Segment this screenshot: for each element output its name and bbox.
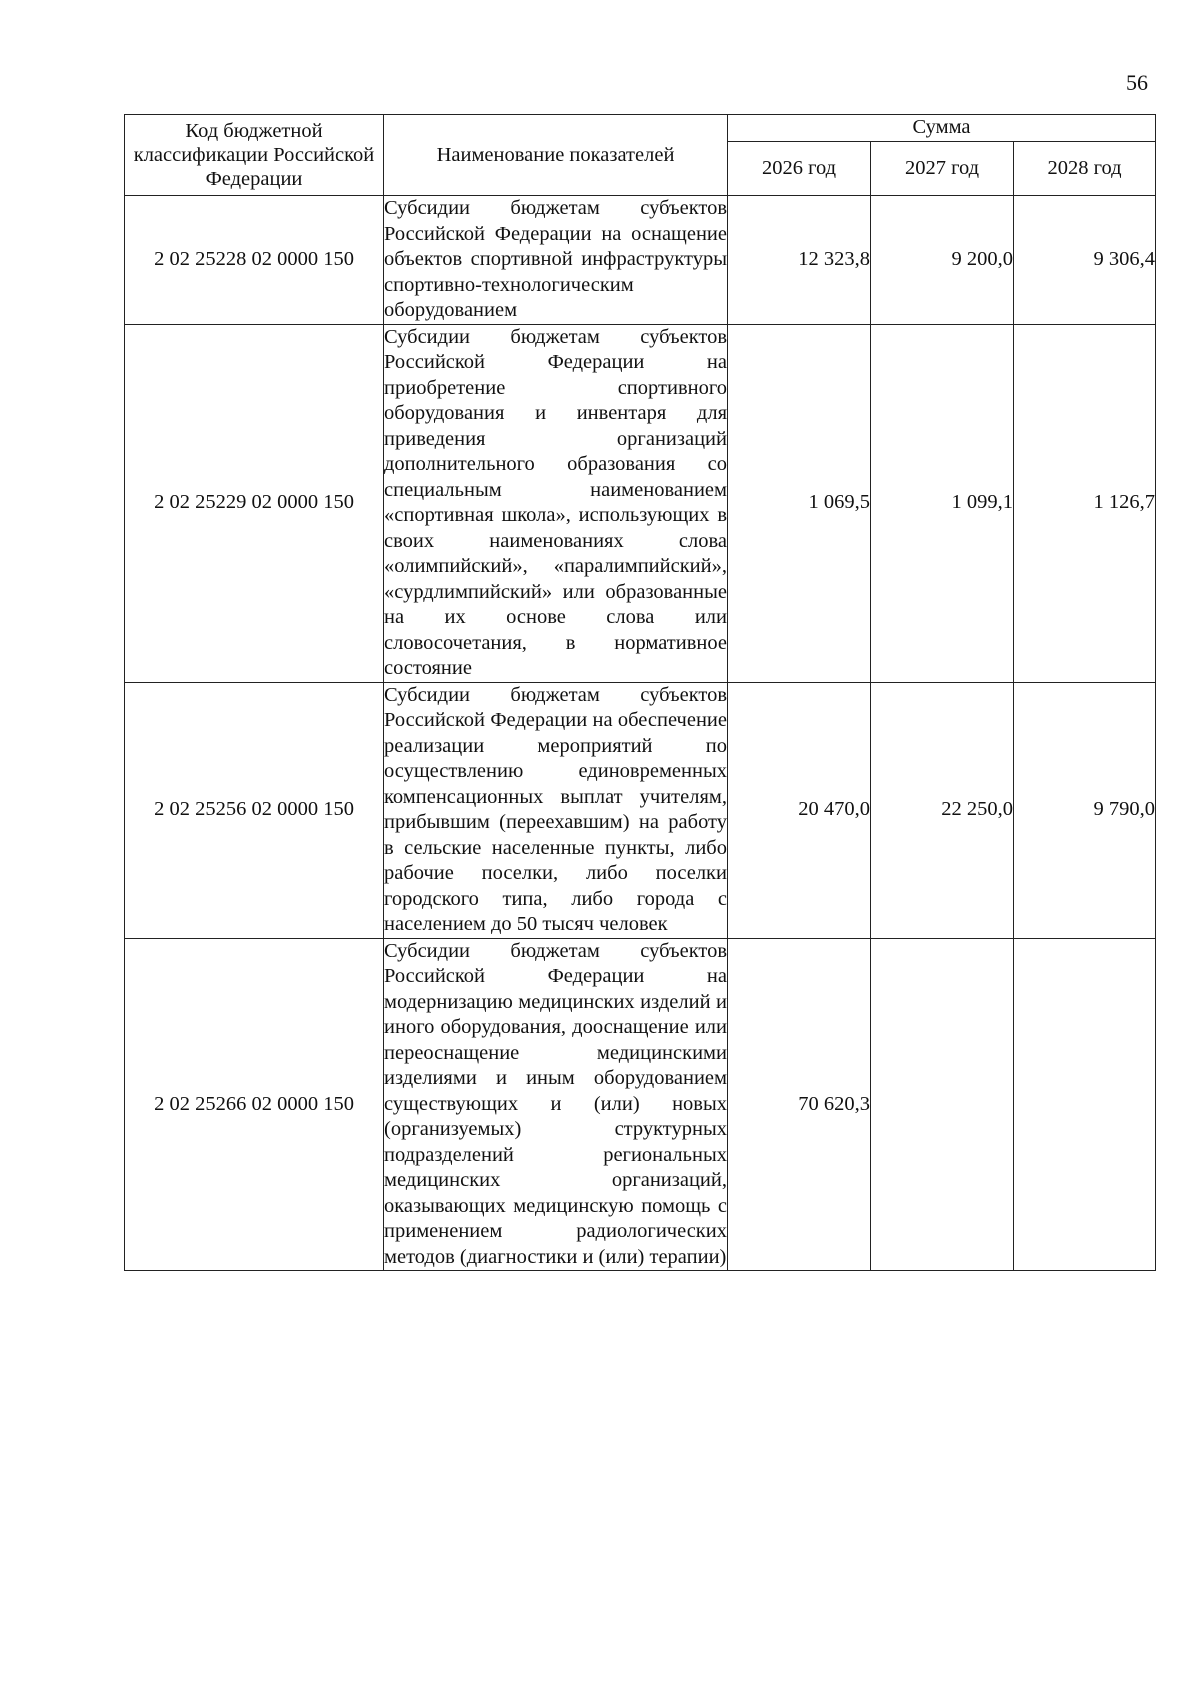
row-code: 2 02 25228 02 0000 150 bbox=[125, 196, 384, 325]
header-row bbox=[125, 115, 1156, 142]
header-year-2028: 2028 год bbox=[1014, 142, 1156, 196]
row-value-2027: 1 099,1 bbox=[871, 324, 1014, 682]
header-year-2027: 2027 год bbox=[871, 142, 1014, 196]
row-name: Субсидии бюджетам субъектов Российской Федерации на обеспечение реализации мероприятий по осуществлению единовременных компенсационных выплат учителям, прибывшим (переехавшим) на работу в сельские населенные пункты, либо рабочие поселки, либо поселки городского типа, либо города с населением до 50 тысяч человек bbox=[384, 682, 728, 938]
row-value-2026: 1 069,5 bbox=[728, 324, 871, 682]
row-code: 2 02 25266 02 0000 150 bbox=[125, 938, 384, 1271]
table-row bbox=[125, 938, 1156, 1271]
row-value-2026: 12 323,8 bbox=[728, 196, 871, 325]
row-value-2028: 9 790,0 bbox=[1014, 682, 1156, 938]
row-name: Субсидии бюджетам субъектов Российской Федерации на оснащение объектов спортивной инфраструктуры спортивно-технологическим оборудованием bbox=[384, 196, 728, 325]
table-row bbox=[125, 682, 1156, 938]
header-name: Наименование показателей bbox=[384, 115, 728, 196]
row-code: 2 02 25229 02 0000 150 bbox=[125, 324, 384, 682]
row-value-2027: 22 250,0 bbox=[871, 682, 1014, 938]
table-row bbox=[125, 196, 1156, 325]
budget-table bbox=[124, 114, 1156, 1271]
table-row bbox=[125, 324, 1156, 682]
row-name: Субсидии бюджетам субъектов Российской Федерации на приобретение спортивного оборудования и инвентаря для приведения организаций дополнительного образования со специальным наименованием «спортивная школа», использующих в своих наименованиях слова «олимпийский», «паралимпийский», «сурдлимпийский» или образованные на их основе слова или словосочетания, в нормативное состояние bbox=[384, 324, 728, 682]
header-code: Код бюджетной классификации Российской Федерации bbox=[125, 115, 384, 196]
row-value-2026: 20 470,0 bbox=[728, 682, 871, 938]
row-name: Субсидии бюджетам субъектов Российской Федерации на модернизацию медицинских изделий и иного оборудования, дооснащение или переоснащение медицинскими изделиями и иным оборудованием существующих и (или) новых (организуемых) структурных подразделений региональных медицинских организаций, оказывающих медицинскую помощь с применением радиологических методов (диагностики и (или) терапии) bbox=[384, 938, 728, 1271]
row-value-2028 bbox=[1014, 938, 1156, 1271]
row-value-2027 bbox=[871, 938, 1014, 1271]
page-number: 56 bbox=[1126, 70, 1148, 95]
header-year-2026: 2026 год bbox=[728, 142, 871, 196]
header-sum: Сумма bbox=[728, 115, 1156, 142]
row-code: 2 02 25256 02 0000 150 bbox=[125, 682, 384, 938]
row-value-2027: 9 200,0 bbox=[871, 196, 1014, 325]
row-value-2028: 9 306,4 bbox=[1014, 196, 1156, 325]
row-value-2028: 1 126,7 bbox=[1014, 324, 1156, 682]
row-value-2026: 70 620,3 bbox=[728, 938, 871, 1271]
